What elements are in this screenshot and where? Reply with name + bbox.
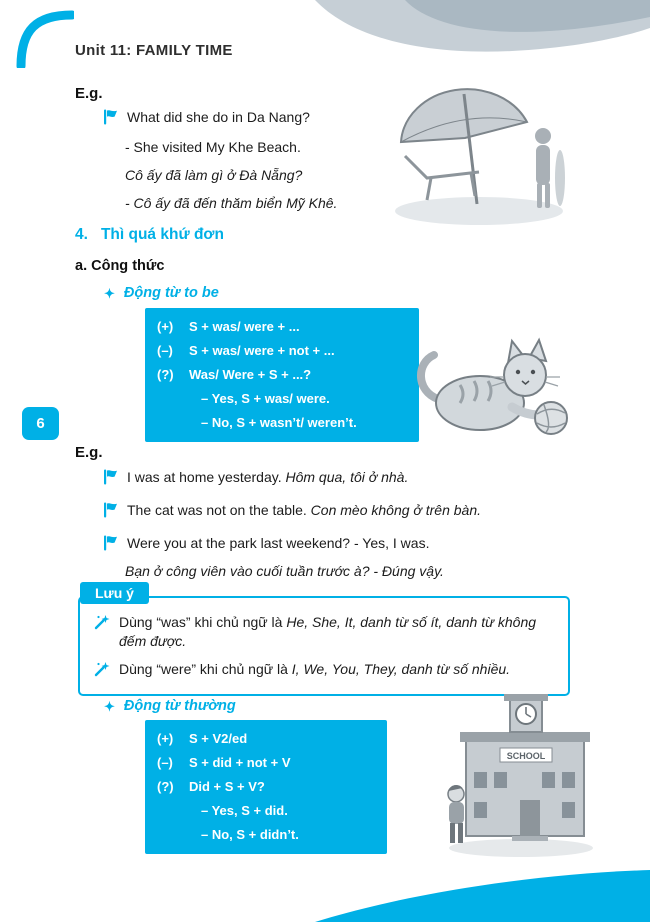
note-label: Lưu ý xyxy=(80,582,149,604)
note-prefix: Dùng “were” khi chủ ngữ là xyxy=(119,661,292,677)
sub-section-a: a. Công thức xyxy=(75,258,165,274)
formula-sign: (–) xyxy=(157,343,173,358)
example1-question: What did she do in Da Nang? xyxy=(127,109,310,125)
unit-header: Unit 11: FAMILY TIME xyxy=(75,42,233,59)
example1-question-vi: Cô ấy đã làm gì ở Đà Nẵng? xyxy=(125,167,303,183)
bullet-dong-tu-thuong xyxy=(104,698,236,714)
example2-line1 xyxy=(103,468,408,486)
formula-sign xyxy=(157,411,201,435)
diamond-bullet-icon: ✦ xyxy=(104,285,115,301)
formula-row xyxy=(157,823,375,847)
example-text xyxy=(127,468,408,486)
note-prefix: Dùng “was” khi chủ ngữ là xyxy=(119,614,287,630)
formula-sign: (+) xyxy=(157,319,174,334)
example1-line1 xyxy=(103,108,310,126)
formula-sign: (?) xyxy=(157,779,174,794)
formula-sign: (–) xyxy=(157,755,173,770)
cat-illustration xyxy=(408,315,580,443)
example-text xyxy=(127,501,481,519)
wand-icon xyxy=(93,661,110,678)
school-illustration xyxy=(436,690,596,862)
formula-sign: (+) xyxy=(157,731,174,746)
corner-arc-decoration xyxy=(14,8,74,68)
flag-icon xyxy=(103,469,118,485)
formula-text: – No, S + wasn’t/ weren’t. xyxy=(201,415,357,430)
example-vi: Con mèo không ở trên bàn. xyxy=(310,502,482,518)
section-title-text: Thì quá khứ đơn xyxy=(100,226,224,243)
bullet-label: Động từ to be xyxy=(123,285,219,301)
bottom-wave-decoration xyxy=(315,866,650,922)
formula-sign xyxy=(157,823,201,847)
bullet-label: Động từ thường xyxy=(123,698,236,714)
formula-text: – Yes, S + did. xyxy=(201,803,288,818)
flag-icon xyxy=(103,535,118,551)
formula-row xyxy=(157,775,375,799)
formula-row xyxy=(157,751,375,775)
section-number: 4. xyxy=(75,226,88,243)
note-text xyxy=(119,660,554,679)
example1-answer: - She visited My Khe Beach. xyxy=(125,139,301,155)
page-number-tab xyxy=(22,407,59,440)
note-box xyxy=(78,596,570,696)
bullet-dong-tu-to-be xyxy=(104,285,219,301)
flag-icon xyxy=(103,109,118,125)
formula-row xyxy=(157,387,407,411)
diamond-bullet-icon: ✦ xyxy=(104,698,115,714)
example2-line2 xyxy=(103,501,481,519)
formula-text: S + did + not + V xyxy=(189,755,291,770)
school-sign-text: SCHOOL xyxy=(506,751,546,761)
example2-line4-vi: Bạn ở công viên vào cuối tuần trước à? - Đúng vậy. xyxy=(125,563,444,579)
formula-sign: (?) xyxy=(157,367,174,382)
formula-text: S + was/ were + ... xyxy=(189,319,300,334)
formula-sign xyxy=(157,799,201,823)
formula-row xyxy=(157,339,407,363)
formula-text: Was/ Were + S + ...? xyxy=(189,367,312,382)
formula-text: S + V2/ed xyxy=(189,731,248,746)
formula-text: – Yes, S + was/ were. xyxy=(201,391,330,406)
note-section xyxy=(78,585,570,696)
example-text xyxy=(127,534,429,552)
formula-sign xyxy=(157,387,201,411)
formula-row xyxy=(157,799,375,823)
note-item xyxy=(93,660,554,679)
example1-label: E.g. xyxy=(75,85,103,102)
formula-row xyxy=(157,411,407,435)
formula-text: S + was/ were + not + ... xyxy=(189,343,335,358)
formula-row xyxy=(157,315,407,339)
tobe-formula-box xyxy=(145,308,419,442)
note-text xyxy=(119,613,554,651)
example-en: Were you at the park last weekend? - Yes, I was. xyxy=(127,535,430,551)
example-vi: Hôm qua, tôi ở nhà. xyxy=(285,469,409,485)
regular-formula-box xyxy=(145,720,387,854)
example-en: I was at home yesterday. xyxy=(127,469,282,485)
beach-illustration xyxy=(387,80,569,230)
page-number: 6 xyxy=(36,415,45,432)
top-wave-decoration xyxy=(295,0,650,64)
note-item xyxy=(93,613,554,651)
flag-icon xyxy=(103,502,118,518)
formula-row xyxy=(157,363,407,387)
formula-row xyxy=(157,727,375,751)
note-emphasis: He, She, It, danh từ số ít, danh từ không đếm được. xyxy=(119,614,537,649)
example1-answer-vi: - Cô ấy đã đến thăm biển Mỹ Khê. xyxy=(125,195,338,211)
example2-line3 xyxy=(103,534,429,552)
example-en: The cat was not on the table. xyxy=(127,502,307,518)
formula-text: Did + S + V? xyxy=(189,779,265,794)
example2-label: E.g. xyxy=(75,444,103,461)
note-emphasis: I, We, You, They, danh từ số nhiều. xyxy=(291,661,511,677)
section-4-heading xyxy=(75,226,224,244)
formula-text: – No, S + didn’t. xyxy=(201,827,299,842)
wand-icon xyxy=(93,614,110,631)
